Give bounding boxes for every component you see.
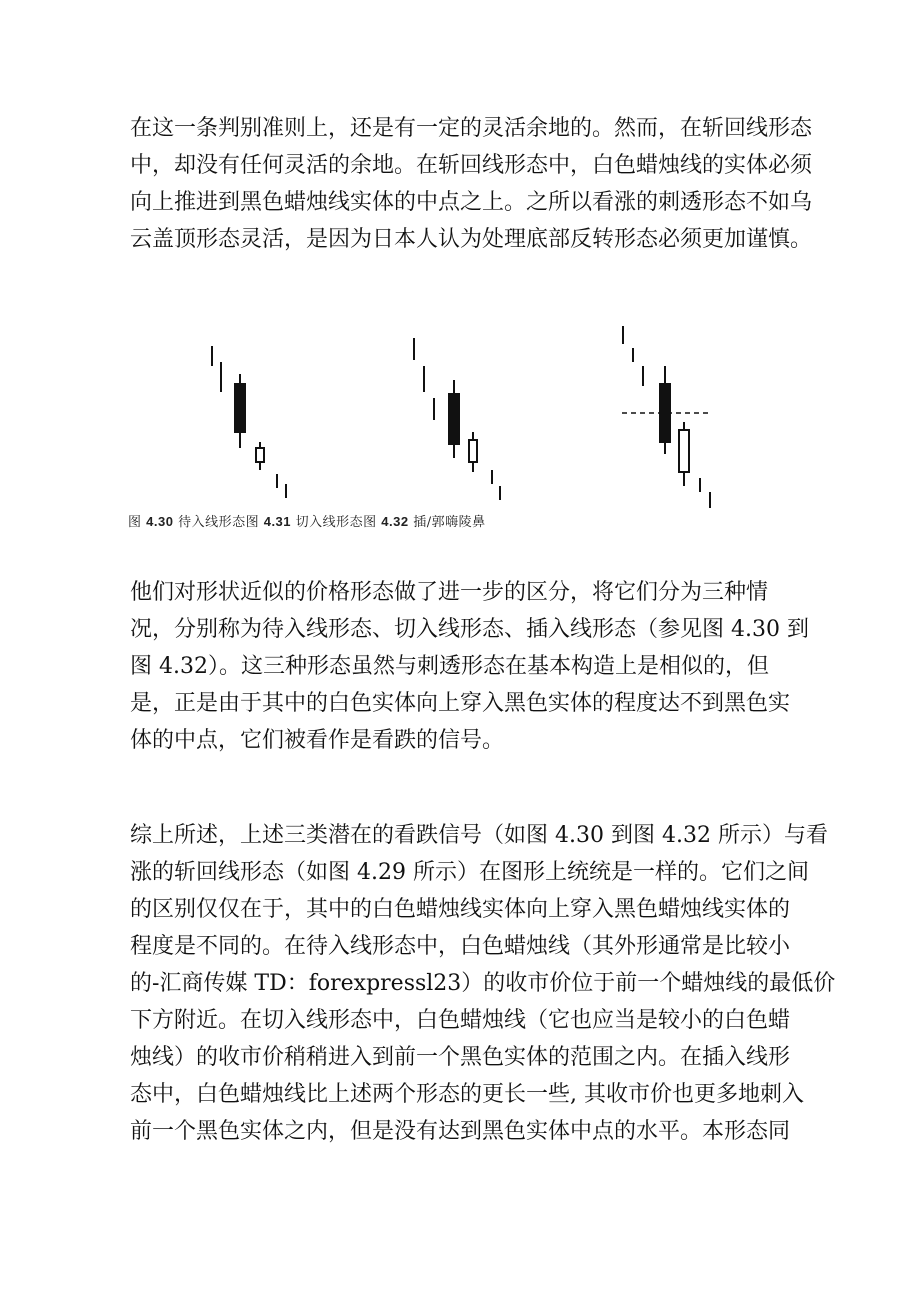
- black-candle-body: [660, 384, 670, 442]
- text-line: 程度是不同的。在待入线形态中，白色蜡烛线（其外形通常是比较小: [130, 934, 791, 959]
- figure-number: 4.30: [146, 514, 174, 529]
- text-line: 中，却没有任何灵活的余地。在斩回线形态中，白色蜡烛线的实体必须: [130, 153, 813, 178]
- paragraph-3: [130, 817, 835, 1150]
- figure-caption: [128, 511, 486, 530]
- paragraph-1: [130, 110, 812, 258]
- figure-title: 插/郭嗨陵鼻: [408, 515, 486, 530]
- caption-prefix: 图: [128, 515, 147, 530]
- text-line: 图 4.32）。这三种形态虽然与刺透形态在基本构造上是相似的，但: [130, 654, 769, 679]
- text-line: 涨的斩回线形态（如图 4.29 所示）在图形上统统是一样的。它们之间: [130, 860, 809, 885]
- figure-title: 切入线形态图: [291, 515, 382, 530]
- figure-4-30-on-neck: [212, 346, 286, 498]
- text-line: 的-汇商传媒 TD：forexpressl23）的收市价位于前一个蜡烛线的最低价: [130, 971, 836, 996]
- text-line: 云盖顶形态灵活，是因为日本人认为处理底部反转形态必须更加谨慎。: [130, 227, 813, 252]
- text-line: 是，正是由于其中的白色实体向上穿入黑色实体的程度达不到黑色实: [130, 691, 791, 716]
- figure-4-32-thrusting: [622, 326, 710, 508]
- figure-number: 4.32: [381, 514, 409, 529]
- white-candle-body: [469, 440, 477, 462]
- figure-title: 待入线形态图: [173, 515, 264, 530]
- white-candle-body: [256, 448, 264, 462]
- text-line: 体的中点，它们被看作是看跌的信号。: [130, 728, 505, 753]
- text-line: 在这一条判别准则上，还是有一定的灵活余地的。然而，在斩回线形态: [130, 116, 813, 141]
- text-line: 前一个黑色实体之内，但是没有达到黑色实体中点的水平。本形态同: [130, 1119, 791, 1144]
- figure-4-31-in-neck: [414, 338, 500, 500]
- text-line: 向上推进到黑色蜡烛线实体的中点之上。之所以看涨的刺透形态不如乌: [130, 190, 813, 215]
- text-line: 的区别仅仅在于，其中的白色蜡烛线实体向上穿入黑色蜡烛线实体的: [130, 897, 791, 922]
- text-line: 他们对形状近似的价格形态做了进一步的区分，将它们分为三种情: [130, 580, 769, 605]
- text-line: 下方附近。在切入线形态中，白色蜡烛线（它也应当是较小的白色蜡: [130, 1008, 791, 1033]
- text-line: 综上所述，上述三类潜在的看跌信号（如图 4.30 到图 4.32 所示）与看: [130, 823, 828, 848]
- black-candle-body: [449, 394, 459, 444]
- text-line: 烛线）的收市价稍稍进入到前一个黑色实体的范围之内。在插入线形: [130, 1045, 791, 1070]
- paragraph-2: [130, 574, 809, 759]
- figure-number: 4.31: [263, 514, 292, 529]
- candlestick-figures: [190, 320, 730, 512]
- text-line: 况，分别称为待入线形态、切入线形态、插入线形态（参见图 4.30 到: [130, 617, 809, 642]
- black-candle-body: [235, 384, 245, 432]
- white-candle-body: [679, 430, 689, 472]
- text-line: 态中，白色蜡烛线比上述两个形态的更长一些, 其收市价也更多地刺入: [130, 1082, 804, 1107]
